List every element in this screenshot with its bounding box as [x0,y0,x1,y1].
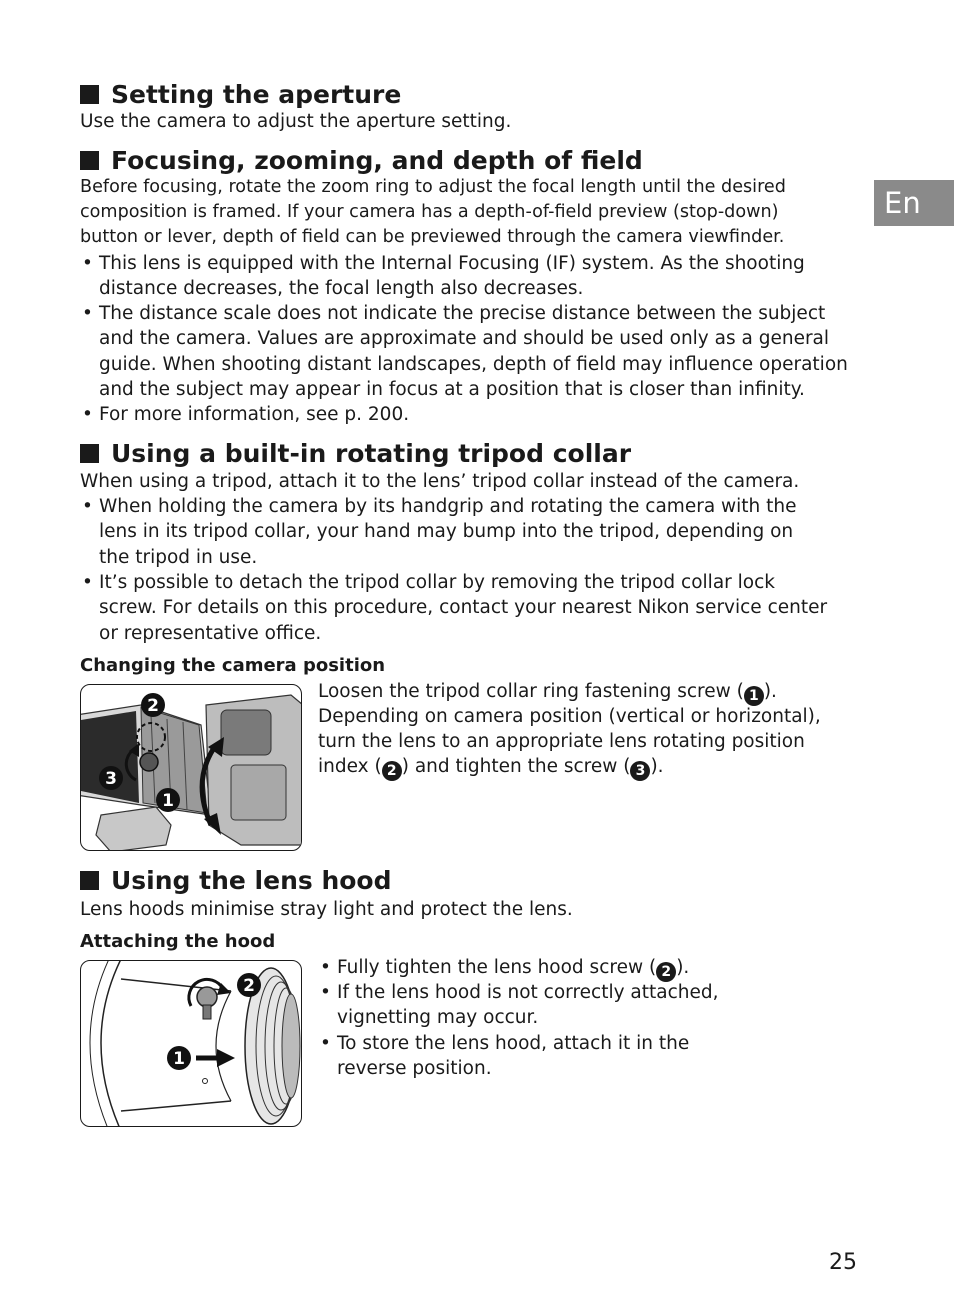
marker-2-icon: 2 [656,962,676,982]
tripod-text: When using a tripod, attach it to the lens’ tripod collar instead of the camera. [80,471,800,492]
focusing-line-2: composition is framed. If your camera has a depth-of-field preview (stop-down) [80,202,779,222]
bullet-dot: • [320,957,331,978]
aperture-text: Use the camera to adjust the aperture setting. [80,111,512,132]
hood-text: Lens hoods minimise stray light and protect the lens. [80,899,573,920]
bullet-dot: • [82,253,93,274]
camera-lens-drawing [81,685,302,851]
square-bullet-icon [80,871,99,890]
figure-marker-1: 1 [162,791,174,811]
lens-hood-drawing [81,961,302,1127]
language-tab: En [874,180,954,226]
bullet-dot: • [82,572,93,593]
figure-marker-3: 3 [105,769,117,789]
position-desc-line-2: Depending on camera position (vertical or horizontal), [318,706,821,727]
bullet-dot: • [320,982,331,1003]
square-bullet-icon [80,85,99,104]
figure-marker-1: 1 [173,1049,185,1069]
position-desc-line-1: Loosen the tripod collar ring fastening screw ( 1 ). [318,681,777,704]
page-number: 25 [829,1250,857,1275]
heading-tripod-collar: Using a built-in rotating tripod collar [80,439,631,469]
figure-marker-2: 2 [147,696,159,716]
square-bullet-icon [80,151,99,170]
heading-focusing: Focusing, zooming, and depth of field [80,146,643,176]
marker-2-icon: 2 [382,761,402,781]
position-desc-line-4: index ( 2 ) and tighten the screw ( 3 ). [318,756,664,779]
figure-marker-2: 2 [243,976,255,996]
focusing-line-3: button or lever, depth of field can be previewed through the camera viewfinder. [80,227,785,247]
heading-lens-hood: Using the lens hood [80,866,392,896]
heading-setting-aperture: Setting the aperture [80,80,401,110]
bullet-dot: • [320,1033,331,1054]
focusing-line-1: Before focusing, rotate the zoom ring to adjust the focal length until the desired [80,177,786,197]
marker-1-icon: 1 [744,686,764,706]
subheading-attaching-hood: Attaching the hood [80,931,276,952]
marker-3-icon: 3 [630,761,650,781]
lens-hood-illustration [80,960,302,1127]
subheading-changing-position: Changing the camera position [80,655,386,676]
square-bullet-icon [80,444,99,463]
bullet-dot: • [82,303,93,324]
bullet-dot: • [82,496,93,517]
bullet-dot: • [82,404,93,425]
tripod-collar-illustration [80,684,302,851]
manual-page: En Setting the aperture Use the camera to adjust the aperture setting. Focusing, zooming, and depth of field Before focusing, rotate the zoom ring to adjust the focal length until the desired composition is framed. If your camera has a depth-of-field preview (stop-down) button or lever, depth of field can be previewed through the camera viewfinder. • This lens is equipped with the Internal Focusing (IF) system. As the shooting distance decreases, the focal length also decreases. • The distance scale does not indicate the precise distance between the subject and the camera. Values are approximate and should be used only as a general guide. When shooting distant landscapes, depth of field may influence operation and the subject may appear in focus at a position that is closer than infinity. • For more information, see p. 200. Using a built-in rotating tripod collar When using a tripod, attach it to the lens’ tripod collar instead of the camera. • When holding the camera by its handgrip and rotating the camera with the lens in its tripod collar, your hand may bump into the tripod, depending on the tripod in use. • It’s possible to detach the tripod collar by removing the tripod collar lock screw. For details on this procedure, contact your nearest Nikon service center or representative office. Changing the camera position Loosen the tripod collar ring fastening screw ( 1 ). Depending on camera position (vertical or horizontal), turn the lens to an appropriate lens rotating position index ( 2 ) and tighten the screw ( 3 ). Using the lens hood Lens hoods minimise stray light and protect the lens. Attaching the hood • Fully tighten the lens hood screw ( 2 ). • If the lens hood is not correctly attached, vignetting may occur. • To store the lens hood, attach it in the reverse position. 2 3 1 2 1 25 [0,0,954,1312]
position-desc-line-3: turn the lens to an appropriate lens rotating position [318,731,805,752]
